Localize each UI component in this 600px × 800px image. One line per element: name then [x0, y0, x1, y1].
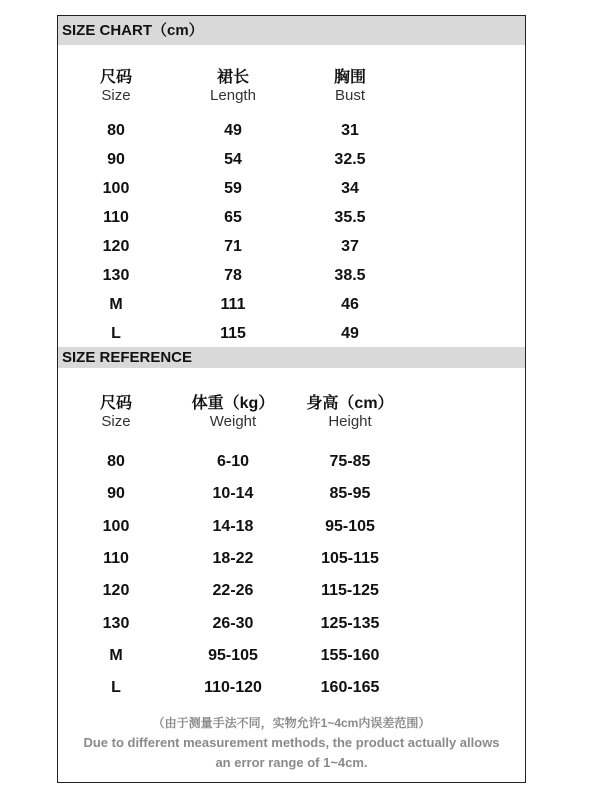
size-reference-cell: 80	[107, 453, 125, 470]
size-reference-cell: 160-165	[320, 679, 380, 697]
size-reference-cell: M	[109, 646, 123, 664]
size-chart-cell: 115	[220, 325, 246, 342]
size-reference-cell: 75-85	[329, 453, 371, 470]
size-chart-cell: 65	[224, 209, 242, 226]
size-chart-cell: 111	[220, 296, 246, 313]
size-reference-title: SIZE REFERENCE	[58, 347, 525, 368]
size-reference-cell: 125-135	[320, 614, 380, 632]
size-chart-cell: 59	[224, 180, 242, 197]
size-reference-cell: 155-160	[320, 646, 380, 664]
size-reference-cell: 95-105	[208, 646, 258, 664]
size-reference-cell: 18-22	[212, 549, 254, 567]
size-reference-cell: 6-10	[216, 453, 250, 470]
size-reference-cell: 120	[102, 582, 130, 600]
note-english-line2: an error range of 1~4cm.	[215, 755, 368, 770]
size-chart-cell: 120	[102, 238, 130, 255]
reference-header-weight: 体重（kg） Weight	[191, 395, 275, 430]
size-chart-cell: 32.5	[334, 151, 366, 168]
size-chart-cell: 37	[341, 238, 359, 255]
size-chart-cell: 49	[224, 122, 242, 139]
size-reference-cell: 85-95	[329, 485, 371, 503]
size-chart-frame	[57, 15, 526, 783]
chart-header-bust: 胸围 Bust	[333, 69, 366, 104]
size-chart-cell: L	[111, 325, 121, 342]
size-chart-cell: 34	[341, 180, 359, 197]
size-reference-cell: 100	[102, 517, 130, 535]
note-english-line1: Due to different measurement methods, the product actually allows	[83, 735, 500, 750]
size-chart-cell: 100	[102, 180, 130, 197]
size-reference-cell: 95-105	[325, 517, 375, 535]
size-chart-cell: 80	[107, 122, 125, 139]
size-reference-cell: 10-14	[212, 485, 254, 503]
size-chart-cell: 49	[341, 325, 359, 342]
size-chart-cell: 110	[103, 209, 129, 226]
size-chart-cell: 46	[341, 296, 359, 313]
size-reference-cell: 22-26	[212, 582, 254, 600]
size-chart-cell: 54	[224, 151, 242, 168]
size-reference-cell: 105-115	[321, 549, 379, 567]
size-reference-cell: 90	[107, 485, 125, 503]
size-reference-cell: 110-120	[204, 679, 262, 697]
size-chart-cell: 71	[224, 238, 242, 255]
size-chart-cell: 38.5	[334, 267, 366, 284]
size-chart-cell: 35.5	[334, 209, 366, 226]
size-reference-cell: 110	[103, 549, 129, 567]
note-chinese: （由于测量手法不同，实物允许1~4cm内误差范围）	[152, 716, 431, 730]
size-reference-cell: 130	[102, 614, 130, 632]
size-reference-cell: 115-125	[321, 582, 379, 600]
size-chart-cell: 130	[102, 267, 130, 284]
chart-header-size: 尺码 Size	[99, 69, 132, 104]
size-reference-cell: L	[111, 679, 121, 697]
reference-header-size: 尺码 Size	[99, 395, 132, 430]
size-chart-title: SIZE CHART（cm）	[58, 16, 525, 45]
size-chart-cell: 31	[341, 122, 359, 139]
size-chart-cell: M	[109, 296, 123, 313]
size-chart-cell: 78	[224, 267, 242, 284]
size-chart-cell: 90	[107, 151, 125, 168]
chart-header-length: 裙长 Length	[210, 69, 256, 104]
size-reference-cell: 14-18	[212, 517, 254, 535]
size-reference-cell: 26-30	[212, 614, 254, 632]
reference-header-height: 身高（cm） Height	[306, 395, 394, 430]
